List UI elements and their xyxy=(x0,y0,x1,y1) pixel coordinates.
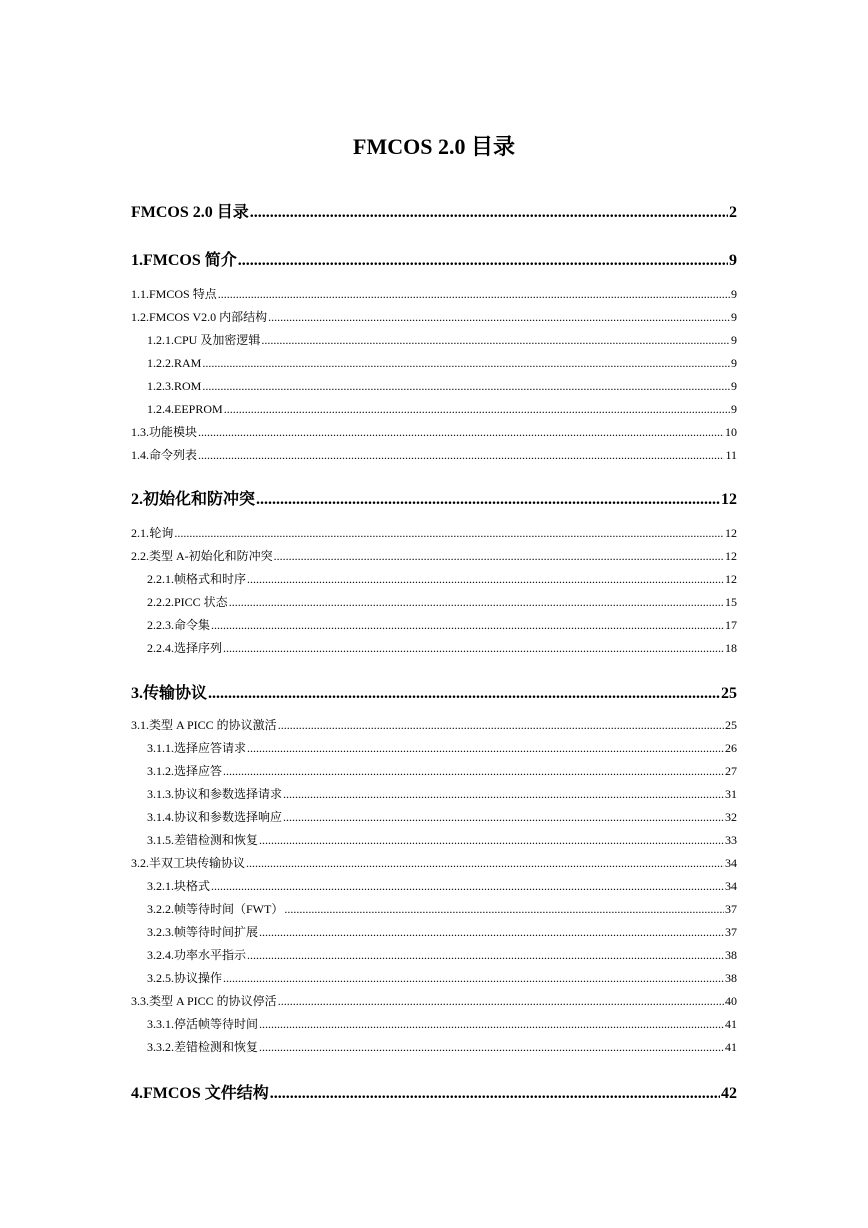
toc-entry-number: 1.2. xyxy=(131,310,149,324)
toc-group-3 xyxy=(131,682,737,1059)
toc-entry-page: 12 xyxy=(725,526,737,540)
toc-entry-number: 3. xyxy=(131,685,143,702)
toc-entry-level3[interactable] xyxy=(131,568,737,591)
toc-entry-level1[interactable] xyxy=(131,488,737,512)
toc-entry-page: 17 xyxy=(725,618,737,632)
toc-entry-number: 3.2.2. xyxy=(147,902,174,916)
toc-dot-leader xyxy=(259,921,724,944)
toc-dot-leader xyxy=(284,898,724,921)
toc-entry-level3[interactable] xyxy=(131,1013,737,1036)
toc-entry-number: 3.1. xyxy=(131,718,149,732)
toc-entry-level3[interactable] xyxy=(131,783,737,806)
toc-entry-page: 38 xyxy=(725,971,737,985)
toc-entry-number: 3.2.1. xyxy=(147,879,174,893)
toc-entry-title: 命令集 xyxy=(174,618,211,632)
toc-entry-page: 38 xyxy=(725,948,737,962)
toc-entry-title: RAM xyxy=(174,356,202,370)
toc-entry-title: 块格式 xyxy=(174,879,211,893)
toc-entry-page: 11 xyxy=(725,448,737,462)
page-title: FMCOS 2.0 目录 xyxy=(353,134,515,159)
toc-dot-leader xyxy=(283,783,724,806)
toc-entry-page: 37 xyxy=(725,902,737,916)
toc-entry-level3[interactable] xyxy=(131,737,737,760)
toc-dot-leader xyxy=(247,568,724,591)
toc-entry-page: 32 xyxy=(725,810,737,824)
toc-dot-leader xyxy=(247,944,724,967)
toc-entry-title: 差错检测和恢复 xyxy=(174,833,259,847)
toc-entry-level3[interactable] xyxy=(131,829,737,852)
toc-entry-page: 12 xyxy=(725,572,737,586)
toc-entry-level2[interactable] xyxy=(131,545,737,568)
toc-entry-title: 传输协议 xyxy=(143,685,208,702)
toc-dot-leader xyxy=(223,637,724,660)
toc-entry-level1[interactable] xyxy=(131,249,737,273)
toc-group-4 xyxy=(131,1082,737,1106)
toc-entry-title: EEPROM xyxy=(174,402,223,416)
toc-entry-number: 3.1.4. xyxy=(147,810,174,824)
toc-entry-title: FMCOS 特点 xyxy=(149,287,217,301)
toc-entry-number: 3.1.3. xyxy=(147,787,174,801)
toc-entry-page: 41 xyxy=(725,1017,737,1031)
toc-dot-leader xyxy=(202,352,730,375)
toc-dot-leader xyxy=(238,249,728,273)
toc-entry-number: 2.2. xyxy=(131,549,149,563)
toc-dot-leader xyxy=(223,760,724,783)
toc-entry-page: 15 xyxy=(725,595,737,609)
toc-group-1 xyxy=(131,249,737,467)
toc-entry-page: 12 xyxy=(721,491,737,508)
toc-entry-number: 3.1.5. xyxy=(147,833,174,847)
toc-entry-page: 10 xyxy=(725,425,737,439)
toc-entry-title: 功能模块 xyxy=(149,425,198,439)
toc-dot-leader xyxy=(223,967,724,990)
toc-entry-page: 9 xyxy=(731,287,737,301)
toc-entry-page: 12 xyxy=(725,549,737,563)
toc-entry-level3[interactable] xyxy=(131,921,737,944)
toc-entry-title: FMCOS 文件结构 xyxy=(143,1085,269,1102)
toc-entry-level3[interactable] xyxy=(131,967,737,990)
toc-dot-leader xyxy=(211,875,724,898)
toc-entry-title: 差错检测和恢复 xyxy=(174,1040,259,1054)
toc-entry-level1[interactable] xyxy=(131,682,737,706)
toc-entry-level2[interactable] xyxy=(131,444,737,467)
toc-entry-page: 9 xyxy=(731,333,737,347)
toc-entry-page: 37 xyxy=(725,925,737,939)
toc-entry-number: 2.2.1. xyxy=(147,572,174,586)
toc-entry-number: 3.2.5. xyxy=(147,971,174,985)
toc-group-2 xyxy=(131,488,737,660)
toc-entry-level2[interactable] xyxy=(131,421,737,444)
toc-entry-number: 4. xyxy=(131,1085,143,1102)
toc-entry-title: ROM xyxy=(174,379,202,393)
toc-entry-number: 3.3.1. xyxy=(147,1017,174,1031)
toc-entry-page: 9 xyxy=(731,356,737,370)
toc-entry-page: 2 xyxy=(729,204,737,221)
toc-dot-leader xyxy=(250,201,728,225)
toc-dot-leader xyxy=(246,852,724,875)
toc-entry-number: 1.2.3. xyxy=(147,379,174,393)
toc-entry-number: 1.2.2. xyxy=(147,356,174,370)
toc-entry-page: 25 xyxy=(725,718,737,732)
toc-entry-page: 9 xyxy=(731,402,737,416)
toc-entry-page: 34 xyxy=(725,856,737,870)
toc-entry-level2[interactable] xyxy=(131,283,737,306)
toc-entry-title: 轮询 xyxy=(149,526,174,540)
toc-entry-number: 2. xyxy=(131,491,143,508)
toc-entry-number: 3.2.3. xyxy=(147,925,174,939)
toc-entry-page: 27 xyxy=(725,764,737,778)
toc-entry-title: 协议和参数选择响应 xyxy=(174,810,283,824)
toc-dot-leader xyxy=(259,1013,724,1036)
toc-entry-page: 25 xyxy=(721,685,737,702)
toc-entry-number: 2.2.2. xyxy=(147,595,174,609)
toc-entry-title: FMCOS 简介 xyxy=(143,252,237,269)
toc-entry-number: 1.2.4. xyxy=(147,402,174,416)
toc-dot-leader xyxy=(270,1082,720,1106)
toc-entry-level2[interactable] xyxy=(131,306,737,329)
toc-dot-leader xyxy=(278,990,724,1013)
toc-entry-page: 18 xyxy=(725,641,737,655)
toc-entry-page: 34 xyxy=(725,879,737,893)
toc-entry-title: 协议和参数选择请求 xyxy=(174,787,283,801)
toc-entry-number: 3.3.2. xyxy=(147,1040,174,1054)
toc-entry-title: CPU 及加密逻辑 xyxy=(174,333,261,347)
toc-entry-title: 选择序列 xyxy=(174,641,223,655)
toc-entry-title: 帧格式和时序 xyxy=(174,572,247,586)
toc-dot-leader xyxy=(278,714,724,737)
toc-entry-page: 9 xyxy=(731,379,737,393)
toc-entry-title: 停活帧等待时间 xyxy=(174,1017,259,1031)
toc-dot-leader xyxy=(174,522,724,545)
toc-entry-page: 42 xyxy=(721,1085,737,1102)
toc-entry-number: 1.3. xyxy=(131,425,149,439)
toc-dot-leader xyxy=(259,829,724,852)
toc-entry-number: 2.2.4. xyxy=(147,641,174,655)
toc-entry-page: 26 xyxy=(725,741,737,755)
toc-entry-number: 3.2. xyxy=(131,856,149,870)
toc-entry-level3[interactable] xyxy=(131,375,737,398)
toc-dot-leader xyxy=(283,806,724,829)
toc-entry-level3[interactable] xyxy=(131,637,737,660)
toc-entry-title: 帧等待时间扩展 xyxy=(174,925,259,939)
toc-entry-number: 2.1. xyxy=(131,526,149,540)
toc-dot-leader xyxy=(268,306,730,329)
toc-entry-level2[interactable] xyxy=(131,990,737,1013)
toc-entry-title: 初始化和防冲突 xyxy=(143,491,256,508)
toc-entry-number: 2.2.3. xyxy=(147,618,174,632)
toc-entry-number: 3.2.4. xyxy=(147,948,174,962)
toc-entry-title: 帧等待时间（FWT） xyxy=(174,902,284,916)
toc-entry-level3[interactable] xyxy=(131,898,737,921)
toc-entry-level1[interactable] xyxy=(131,201,737,225)
toc-dot-leader xyxy=(256,488,720,512)
toc-entry-level3[interactable] xyxy=(131,329,737,352)
toc-dot-leader xyxy=(198,444,724,467)
toc-entry-title: 类型 A PICC 的协议激活 xyxy=(149,718,277,732)
toc-entry-level3[interactable] xyxy=(131,875,737,898)
toc-entry-level3[interactable] xyxy=(131,1036,737,1059)
toc-entry-title: 协议操作 xyxy=(174,971,223,985)
toc-entry-number: 1.1. xyxy=(131,287,149,301)
toc-entry-title: PICC 状态 xyxy=(174,595,228,609)
toc-entry-title: 半双工块传输协议 xyxy=(149,856,246,870)
toc-entry-level2[interactable] xyxy=(131,852,737,875)
toc-entry-title: 选择应答请求 xyxy=(174,741,247,755)
toc-entry-page: 33 xyxy=(725,833,737,847)
toc-entry-title: 类型 A PICC 的协议停活 xyxy=(149,994,277,1008)
toc-entry-page: 9 xyxy=(729,252,737,269)
toc-dot-leader xyxy=(208,682,720,706)
toc-entry-title: FMCOS V2.0 内部结构 xyxy=(149,310,268,324)
toc-entry-level3[interactable] xyxy=(131,944,737,967)
toc-entry-title: 功率水平指示 xyxy=(174,948,247,962)
toc-entry-number: 1. xyxy=(131,252,143,269)
toc-entry-level1[interactable] xyxy=(131,1082,737,1106)
toc-entry-number: 3.1.2. xyxy=(147,764,174,778)
toc-entry-level3[interactable] xyxy=(131,591,737,614)
toc-dot-leader xyxy=(198,421,724,444)
toc-entry-page: 40 xyxy=(725,994,737,1008)
toc-entry-level3[interactable] xyxy=(131,352,737,375)
toc-entry-title: 命令列表 xyxy=(149,448,198,462)
toc-entry-level2[interactable] xyxy=(131,522,737,545)
toc-entry-level2[interactable] xyxy=(131,714,737,737)
toc-entry-level3[interactable] xyxy=(131,806,737,829)
toc-group-0 xyxy=(131,201,737,225)
toc-entry-page: 31 xyxy=(725,787,737,801)
toc-entry-level3[interactable] xyxy=(131,614,737,637)
toc-dot-leader xyxy=(259,1036,724,1059)
toc-entry-title: FMCOS 2.0 目录 xyxy=(131,204,249,221)
toc-dot-leader xyxy=(211,614,724,637)
toc-entry-level3[interactable] xyxy=(131,760,737,783)
toc-dot-leader xyxy=(218,283,730,306)
toc-entry-page: 9 xyxy=(731,310,737,324)
toc-entry-page: 41 xyxy=(725,1040,737,1054)
toc-dot-leader xyxy=(261,329,730,352)
toc-entry-number: 3.1.1. xyxy=(147,741,174,755)
toc-dot-leader xyxy=(202,375,730,398)
toc-entry-number: 1.4. xyxy=(131,448,149,462)
toc-entry-title: 类型 A-初始化和防冲突 xyxy=(149,549,273,563)
toc-entry-number: 3.3. xyxy=(131,994,149,1008)
toc-entry-title: 选择应答 xyxy=(174,764,223,778)
toc-entry-number: 1.2.1. xyxy=(147,333,174,347)
toc-dot-leader xyxy=(247,737,724,760)
toc-dot-leader xyxy=(224,398,730,421)
toc-dot-leader xyxy=(229,591,724,614)
toc-entry-level3[interactable] xyxy=(131,398,737,421)
toc-dot-leader xyxy=(274,545,724,568)
